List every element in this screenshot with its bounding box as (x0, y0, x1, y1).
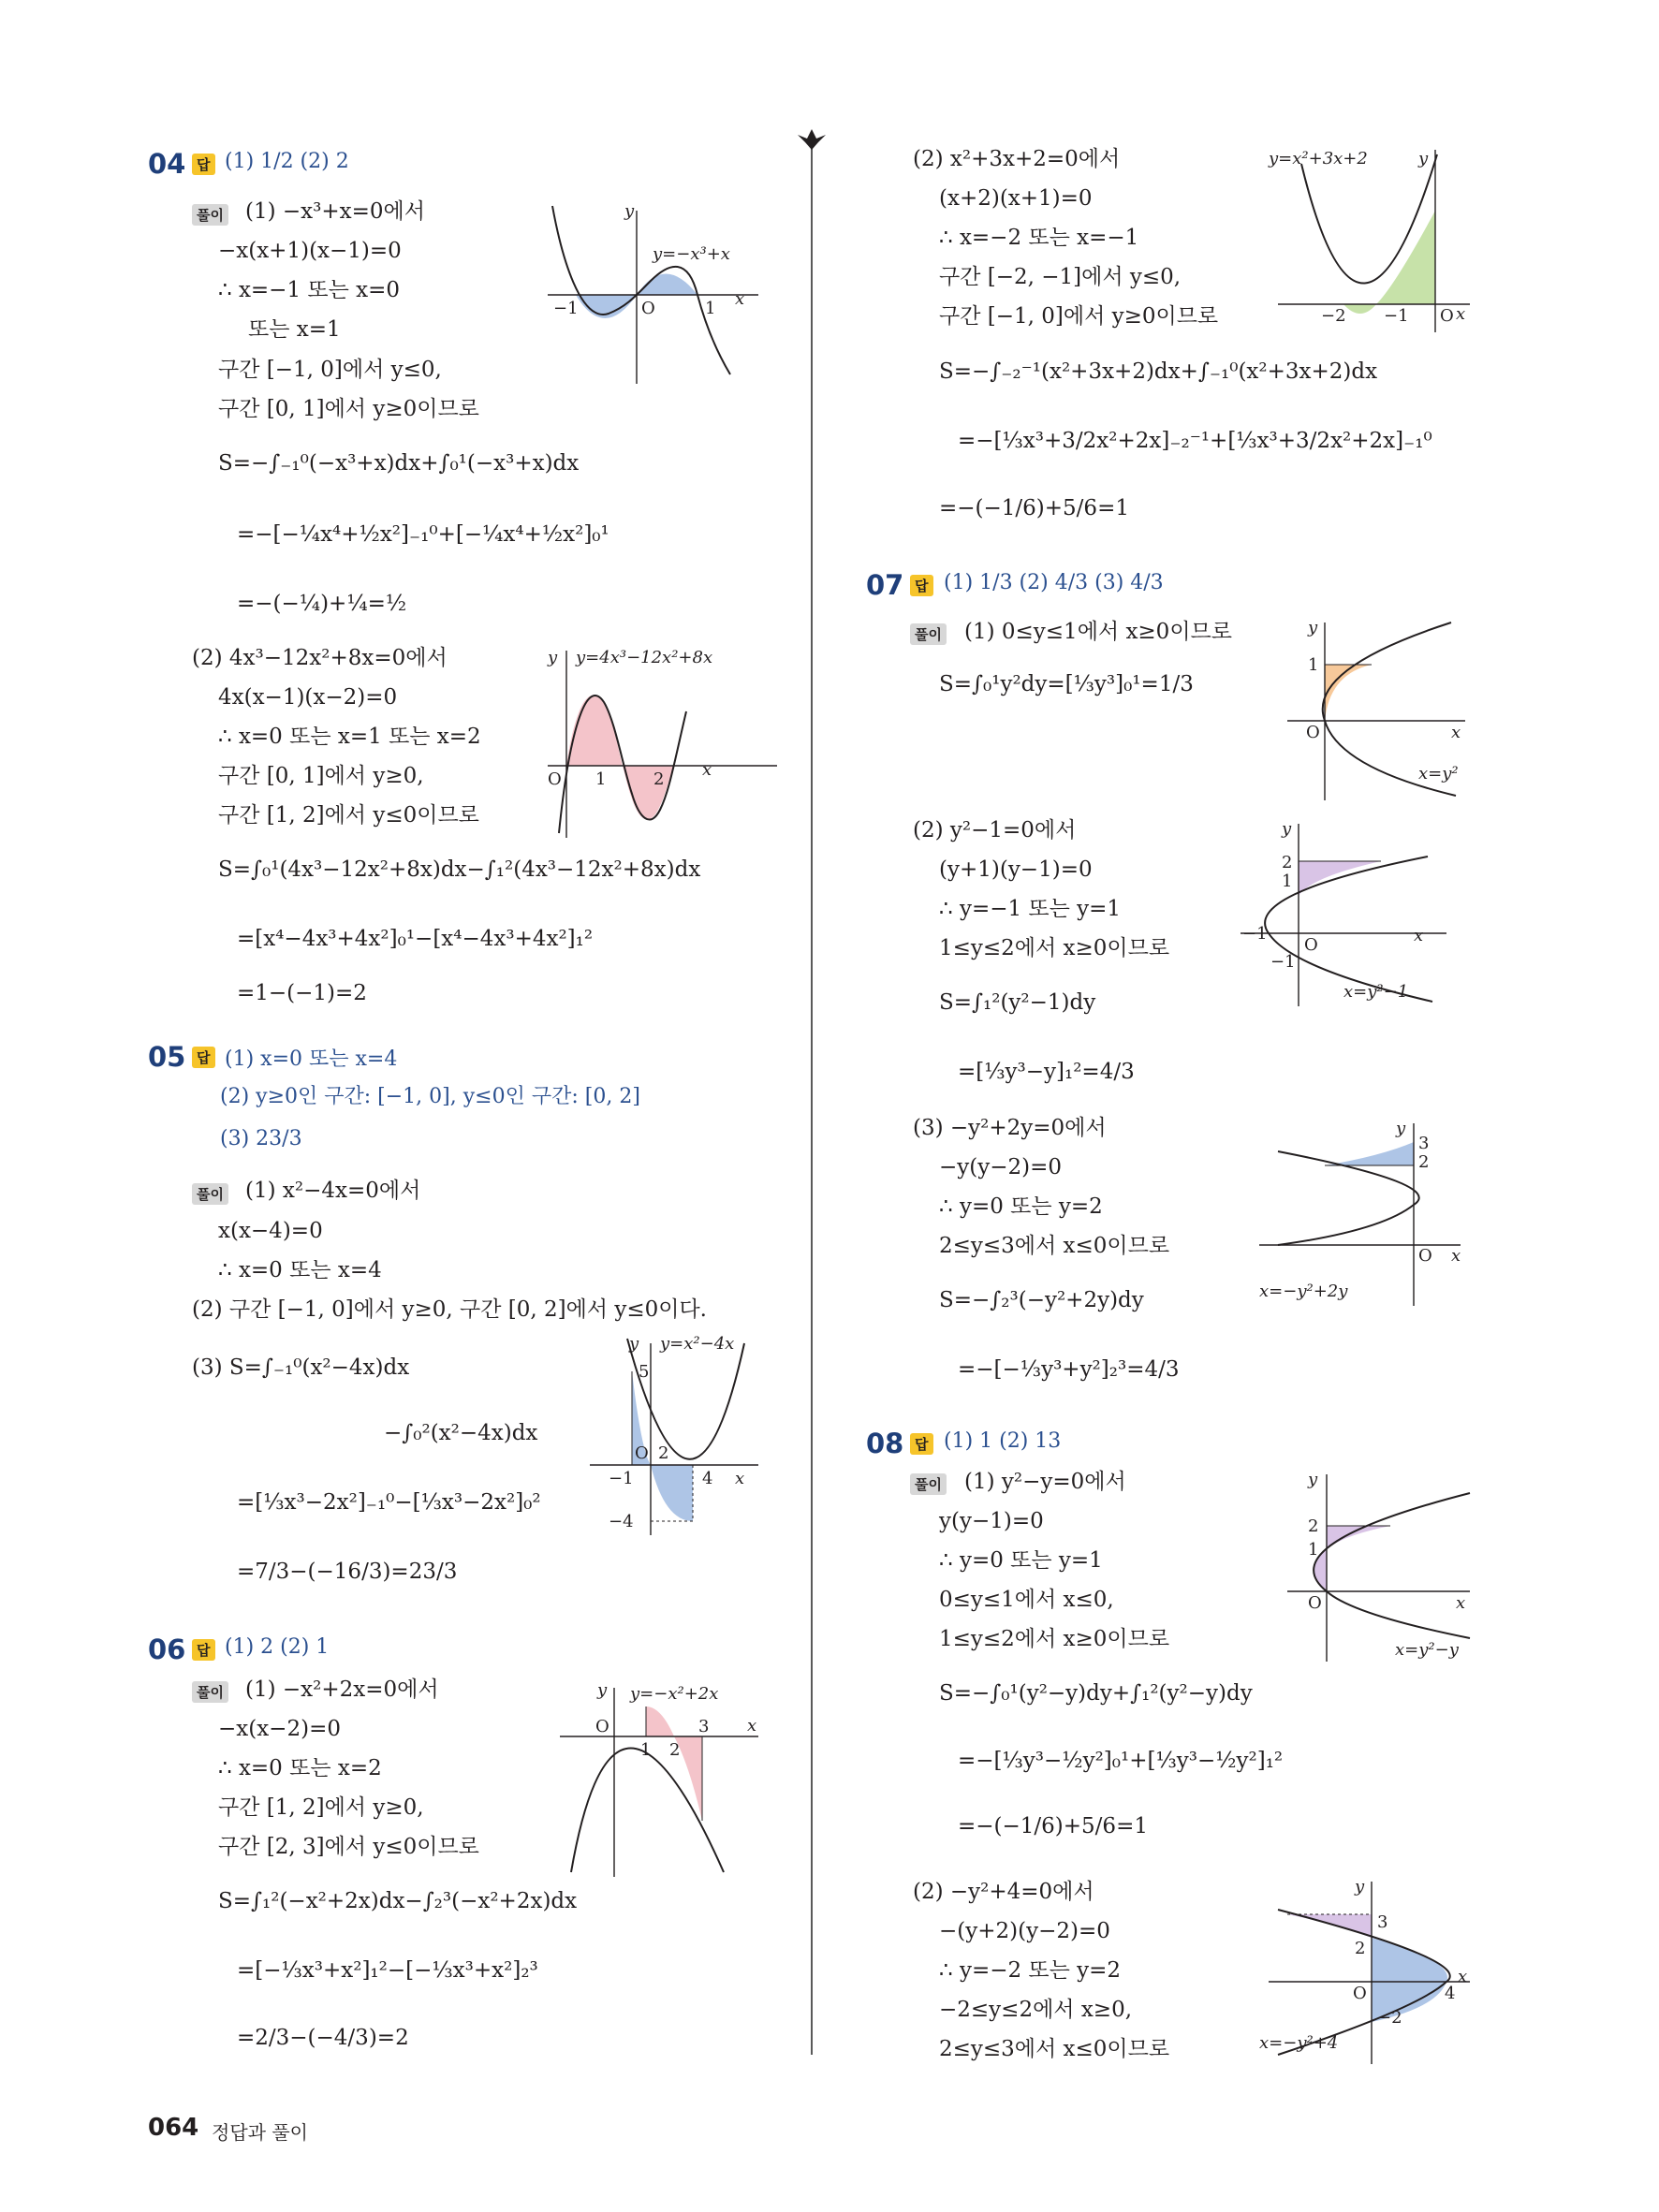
solution-line: 구간 [−1, 0]에서 y≥0이므로 (939, 304, 1219, 329)
tick-label: 2 (1308, 1516, 1319, 1536)
axis-label-y: y (629, 1334, 639, 1354)
tick-label: 2 (653, 769, 665, 789)
solution-tag: 풀이 (192, 1681, 228, 1703)
axis-label-y: y (597, 1680, 608, 1700)
graph-cubic-2 (548, 646, 791, 838)
solution-line: −2≤y≤2에서 x≥0, (939, 1998, 1133, 2022)
axis-label-x: x (1451, 723, 1461, 742)
tick-label: 3 (1418, 1134, 1430, 1153)
formula-line: =−(−1/6)+5/6=1 (958, 1814, 1148, 1838)
problem-number-05: 05 (148, 1041, 186, 1073)
solution-line: 구간 [0, 1]에서 y≥0, (218, 764, 424, 788)
answer-tag: 답 (910, 575, 933, 596)
tick-label: 4 (702, 1469, 713, 1488)
formula-line: =−(−¼)+¼=½ (237, 592, 407, 616)
origin-label: O (548, 769, 562, 789)
tick-label: −1 (1270, 952, 1296, 972)
axis-label-y: y (1282, 819, 1292, 839)
tick-label: 1 (705, 299, 716, 318)
solution-line: (1) 0≤y≤1에서 x≥0이므로 (964, 620, 1232, 644)
formula-line: S=∫₁²(−x²+2x)dx−∫₂³(−x²+2x)dx (218, 1889, 578, 1913)
tick-label: 1 (595, 769, 607, 789)
formula-line: =[⅓y³−y]₁²=4/3 (958, 1060, 1135, 1084)
solution-line: (2) y²−1=0에서 (913, 818, 1077, 842)
formula-line: =1−(−1)=2 (237, 981, 367, 1005)
graph-parabola-06-2 (1259, 145, 1484, 332)
problem-number-08: 08 (866, 1428, 904, 1459)
curve-label: y=−x³+x (653, 244, 730, 264)
solution-line: (1) y²−y=0에서 (964, 1470, 1126, 1494)
answer-05-3: (3) 23/3 (220, 1127, 302, 1150)
problem-number-04: 04 (148, 148, 186, 180)
tick-label: 1 (1308, 655, 1319, 675)
tick-label: 3 (698, 1717, 710, 1736)
solution-tag: 풀이 (910, 1473, 947, 1495)
axis-label-x: x (702, 760, 712, 780)
solution-line: (1) −x³+x=0에서 (245, 199, 425, 224)
solution-line: 구간 [0, 1]에서 y≥0이므로 (218, 397, 479, 421)
column-divider (811, 140, 813, 2055)
axis-label-y: y (624, 201, 635, 221)
curve-label: x=y²−y (1395, 1640, 1459, 1660)
solution-line: (1) x²−4x=0에서 (245, 1179, 421, 1203)
axis-label-y: y (1396, 1119, 1406, 1138)
origin-label: O (1353, 1984, 1367, 2003)
solution-line: x(x−4)=0 (218, 1219, 323, 1243)
graph-parabola-08-2 (1259, 1877, 1475, 2064)
axis-label-x: x (747, 1716, 757, 1736)
origin-label: O (1418, 1246, 1432, 1266)
solution-tag: 풀이 (192, 1183, 228, 1205)
formula-line: =−[⅓y³−½y²]₀¹+[⅓y³−½y²]₁² (958, 1749, 1284, 1773)
solution-line: ∴ y=−2 또는 y=2 (939, 1958, 1122, 1983)
axis-label-y: y (1418, 149, 1429, 168)
tick-label: 2 (1355, 1939, 1366, 1958)
axis-label-x: x (735, 1469, 745, 1488)
tick-label: 1 (1308, 1540, 1319, 1560)
formula-line: =7/3−(−16/3)=23/3 (237, 1560, 458, 1584)
graph-parabola-08-1 (1287, 1470, 1484, 1662)
solution-line: −x(x+1)(x−1)=0 (218, 239, 402, 263)
solution-line: (y+1)(y−1)=0 (939, 857, 1093, 882)
solution-line: ∴ x=0 또는 x=1 또는 x=2 (218, 725, 481, 749)
origin-label: O (595, 1717, 609, 1736)
answer-05-2: (2) y≥0인 구간: [−1, 0], y≤0인 구간: [0, 2] (220, 1085, 640, 1108)
tick-label: 3 (1377, 1912, 1388, 1932)
formula-line: S=−∫₂³(−y²+2y)dy (939, 1288, 1144, 1312)
tick-label: 2 (658, 1443, 669, 1463)
axis-label-x: x (1456, 304, 1466, 324)
answer-tag: 답 (192, 154, 215, 175)
tick-label: −1 (609, 1469, 634, 1488)
formula-line: =[x⁴−4x³+4x²]₀¹−[x⁴−4x³+4x²]₁² (237, 927, 594, 951)
axis-label-x: x (1414, 926, 1424, 945)
tick-label: 2 (669, 1740, 681, 1760)
curve-label: x=y²−1 (1343, 982, 1409, 1002)
curve-label: x=−y²+2y (1259, 1282, 1348, 1301)
axis-label-x: x (1451, 1246, 1461, 1266)
origin-label: O (635, 1443, 649, 1463)
graph-parabola-07-3 (1259, 1119, 1475, 1306)
solution-line: ∴ x=−2 또는 x=−1 (939, 226, 1139, 250)
formula-line: =[−⅓x³+x²]₁²−[−⅓x³+x²]₂³ (237, 1958, 538, 1983)
solution-line: ∴ y=0 또는 y=2 (939, 1194, 1103, 1219)
solution-tag: 풀이 (192, 204, 228, 226)
formula-line: (3) S=∫₋₁⁰(x²−4x)dx (192, 1355, 410, 1380)
solution-line: (x+2)(x+1)=0 (939, 186, 1093, 211)
axis-label-y: y (548, 648, 558, 667)
footer-label: 정답과 풀이 (212, 2121, 308, 2144)
answer-tag: 답 (192, 1047, 215, 1068)
origin-label: O (1308, 1593, 1322, 1613)
solution-line: y(y−1)=0 (939, 1509, 1044, 1533)
formula-line: −∫₀²(x²−4x)dx (384, 1421, 538, 1445)
solution-line: (1) −x²+2x=0에서 (245, 1677, 439, 1702)
answer-tag: 답 (910, 1433, 933, 1455)
axis-label-y: y (1308, 1470, 1318, 1489)
problem-number-06: 06 (148, 1633, 186, 1665)
curve-label: y=4x³−12x²+8x (576, 648, 713, 667)
solution-line: −x(x−2)=0 (218, 1717, 341, 1741)
answer-08: (1) 1 (2) 13 (944, 1429, 1062, 1453)
curve-label: x=y² (1418, 764, 1459, 784)
graph-parabola-05 (590, 1334, 777, 1535)
solution-line: 1≤y≤2에서 x≥0이므로 (939, 1627, 1170, 1651)
solution-tag: 풀이 (910, 623, 947, 645)
solution-line: 1≤y≤2에서 x≥0이므로 (939, 936, 1170, 960)
answer-05-1: (1) x=0 또는 x=4 (225, 1047, 398, 1071)
curve-label: y=−x²+2x (630, 1684, 719, 1704)
formula-line: S=−∫₋₂⁻¹(x²+3x+2)dx+∫₋₁⁰(x²+3x+2)dx (939, 359, 1378, 384)
solution-line: ∴ x=0 또는 x=4 (218, 1258, 382, 1282)
solution-line: 구간 [2, 3]에서 y≤0이므로 (218, 1835, 479, 1859)
solution-line: (2) 구간 [−1, 0]에서 y≥0, 구간 [0, 2]에서 y≤0이다. (192, 1297, 707, 1322)
tick-label: −1 (1242, 924, 1268, 944)
tick-label: 1 (1282, 872, 1293, 891)
tick-label: −4 (609, 1512, 634, 1531)
solution-line: 구간 [1, 2]에서 y≤0이므로 (218, 803, 479, 828)
origin-label: O (1440, 306, 1454, 326)
axis-label-x: x (1458, 1967, 1468, 1986)
solution-line: 2≤y≤3에서 x≤0이므로 (939, 1234, 1170, 1258)
solution-line: −y(y−2)=0 (939, 1155, 1063, 1179)
curve-label: y=x²+3x+2 (1269, 149, 1368, 168)
origin-label: O (1306, 723, 1320, 742)
graph-parabola-07-2 (1241, 819, 1461, 1006)
answer-tag: 답 (192, 1639, 215, 1661)
tick-label: 2 (1418, 1152, 1430, 1172)
formula-line: S=∫₀¹y²dy=[⅓y³]₀¹=1/3 (939, 672, 1194, 696)
formula-line: =−(−1/6)+5/6=1 (939, 496, 1129, 520)
graph-parabola-06-1 (560, 1680, 775, 1877)
tick-label: 2 (1282, 853, 1293, 872)
tick-label: 1 (640, 1740, 652, 1760)
solution-line: 구간 [−1, 0]에서 y≤0, (218, 358, 442, 382)
problem-number-07: 07 (866, 569, 904, 601)
tick-label: −2 (1377, 2008, 1402, 2028)
formula-line: S=∫₁²(y²−1)dy (939, 990, 1096, 1015)
axis-label-x: x (1456, 1593, 1466, 1613)
formula-line: =[⅓x³−2x²]₋₁⁰−[⅓x³−2x²]₀² (237, 1490, 541, 1515)
solution-line: (2) 4x³−12x²+8x=0에서 (192, 646, 448, 670)
formula-line: =2/3−(−4/3)=2 (237, 2026, 409, 2050)
formula-line: =−[⅓x³+3/2x²+2x]₋₂⁻¹+[⅓x³+3/2x²+2x]₋₁⁰ (958, 429, 1432, 453)
tick-label: −1 (1384, 306, 1409, 326)
tick-label: −1 (553, 299, 579, 318)
formula-line: S=−∫₋₁⁰(−x³+x)dx+∫₀¹(−x³+x)dx (218, 451, 580, 476)
answer-04: (1) 1/2 (2) 2 (225, 150, 349, 173)
curve-label: y=x²−4x (660, 1334, 735, 1354)
axis-label-x: x (735, 289, 745, 309)
formula-line: =−[−⅓y³+y²]₂³=4/3 (958, 1357, 1180, 1382)
formula-line: =−[−¼x⁴+½x²]₋₁⁰+[−¼x⁴+½x²]₀¹ (237, 522, 609, 547)
divider-ornament-icon (796, 127, 828, 152)
solution-line: (3) −y²+2y=0에서 (913, 1116, 1107, 1140)
origin-label: O (641, 299, 655, 318)
formula-line: S=−∫₀¹(y²−y)dy+∫₁²(y²−y)dy (939, 1681, 1253, 1706)
solution-line: 4x(x−1)(x−2)=0 (218, 685, 398, 710)
solution-line: ∴ x=0 또는 x=2 (218, 1756, 382, 1780)
tick-label: 4 (1445, 1984, 1456, 2003)
axis-label-y: y (1355, 1877, 1365, 1897)
curve-label: x=−y²+4 (1259, 2033, 1339, 2053)
tick-label: 5 (639, 1362, 650, 1382)
formula-line: S=∫₀¹(4x³−12x²+8x)dx−∫₁²(4x³−12x²+8x)dx (218, 857, 701, 882)
graph-parabola-07-1 (1287, 618, 1479, 800)
solution-line: ∴ y=−1 또는 y=1 (939, 897, 1122, 921)
solution-line: 또는 x=1 (248, 317, 341, 342)
solution-line: 구간 [−2, −1]에서 y≤0, (939, 265, 1182, 289)
axis-label-y: y (1308, 618, 1318, 637)
graph-cubic-1 (548, 201, 772, 384)
solution-line: 0≤y≤1에서 x≤0, (939, 1588, 1114, 1612)
tick-label: −2 (1321, 306, 1346, 326)
solution-line: (2) −y²+4=0에서 (913, 1880, 1094, 1904)
answer-06: (1) 2 (2) 1 (225, 1635, 330, 1659)
solution-line: ∴ x=−1 또는 x=0 (218, 278, 401, 302)
solution-line: ∴ y=0 또는 y=1 (939, 1548, 1103, 1573)
solution-line: 2≤y≤3에서 x≤0이므로 (939, 2037, 1170, 2061)
solution-line: (2) x²+3x+2=0에서 (913, 147, 1121, 171)
page-number: 064 (148, 2114, 199, 2142)
answer-07: (1) 1/3 (2) 4/3 (3) 4/3 (944, 571, 1164, 594)
origin-label: O (1304, 935, 1318, 955)
solution-line: 구간 [1, 2]에서 y≥0, (218, 1795, 424, 1820)
solution-line: −(y+2)(y−2)=0 (939, 1919, 1110, 1943)
